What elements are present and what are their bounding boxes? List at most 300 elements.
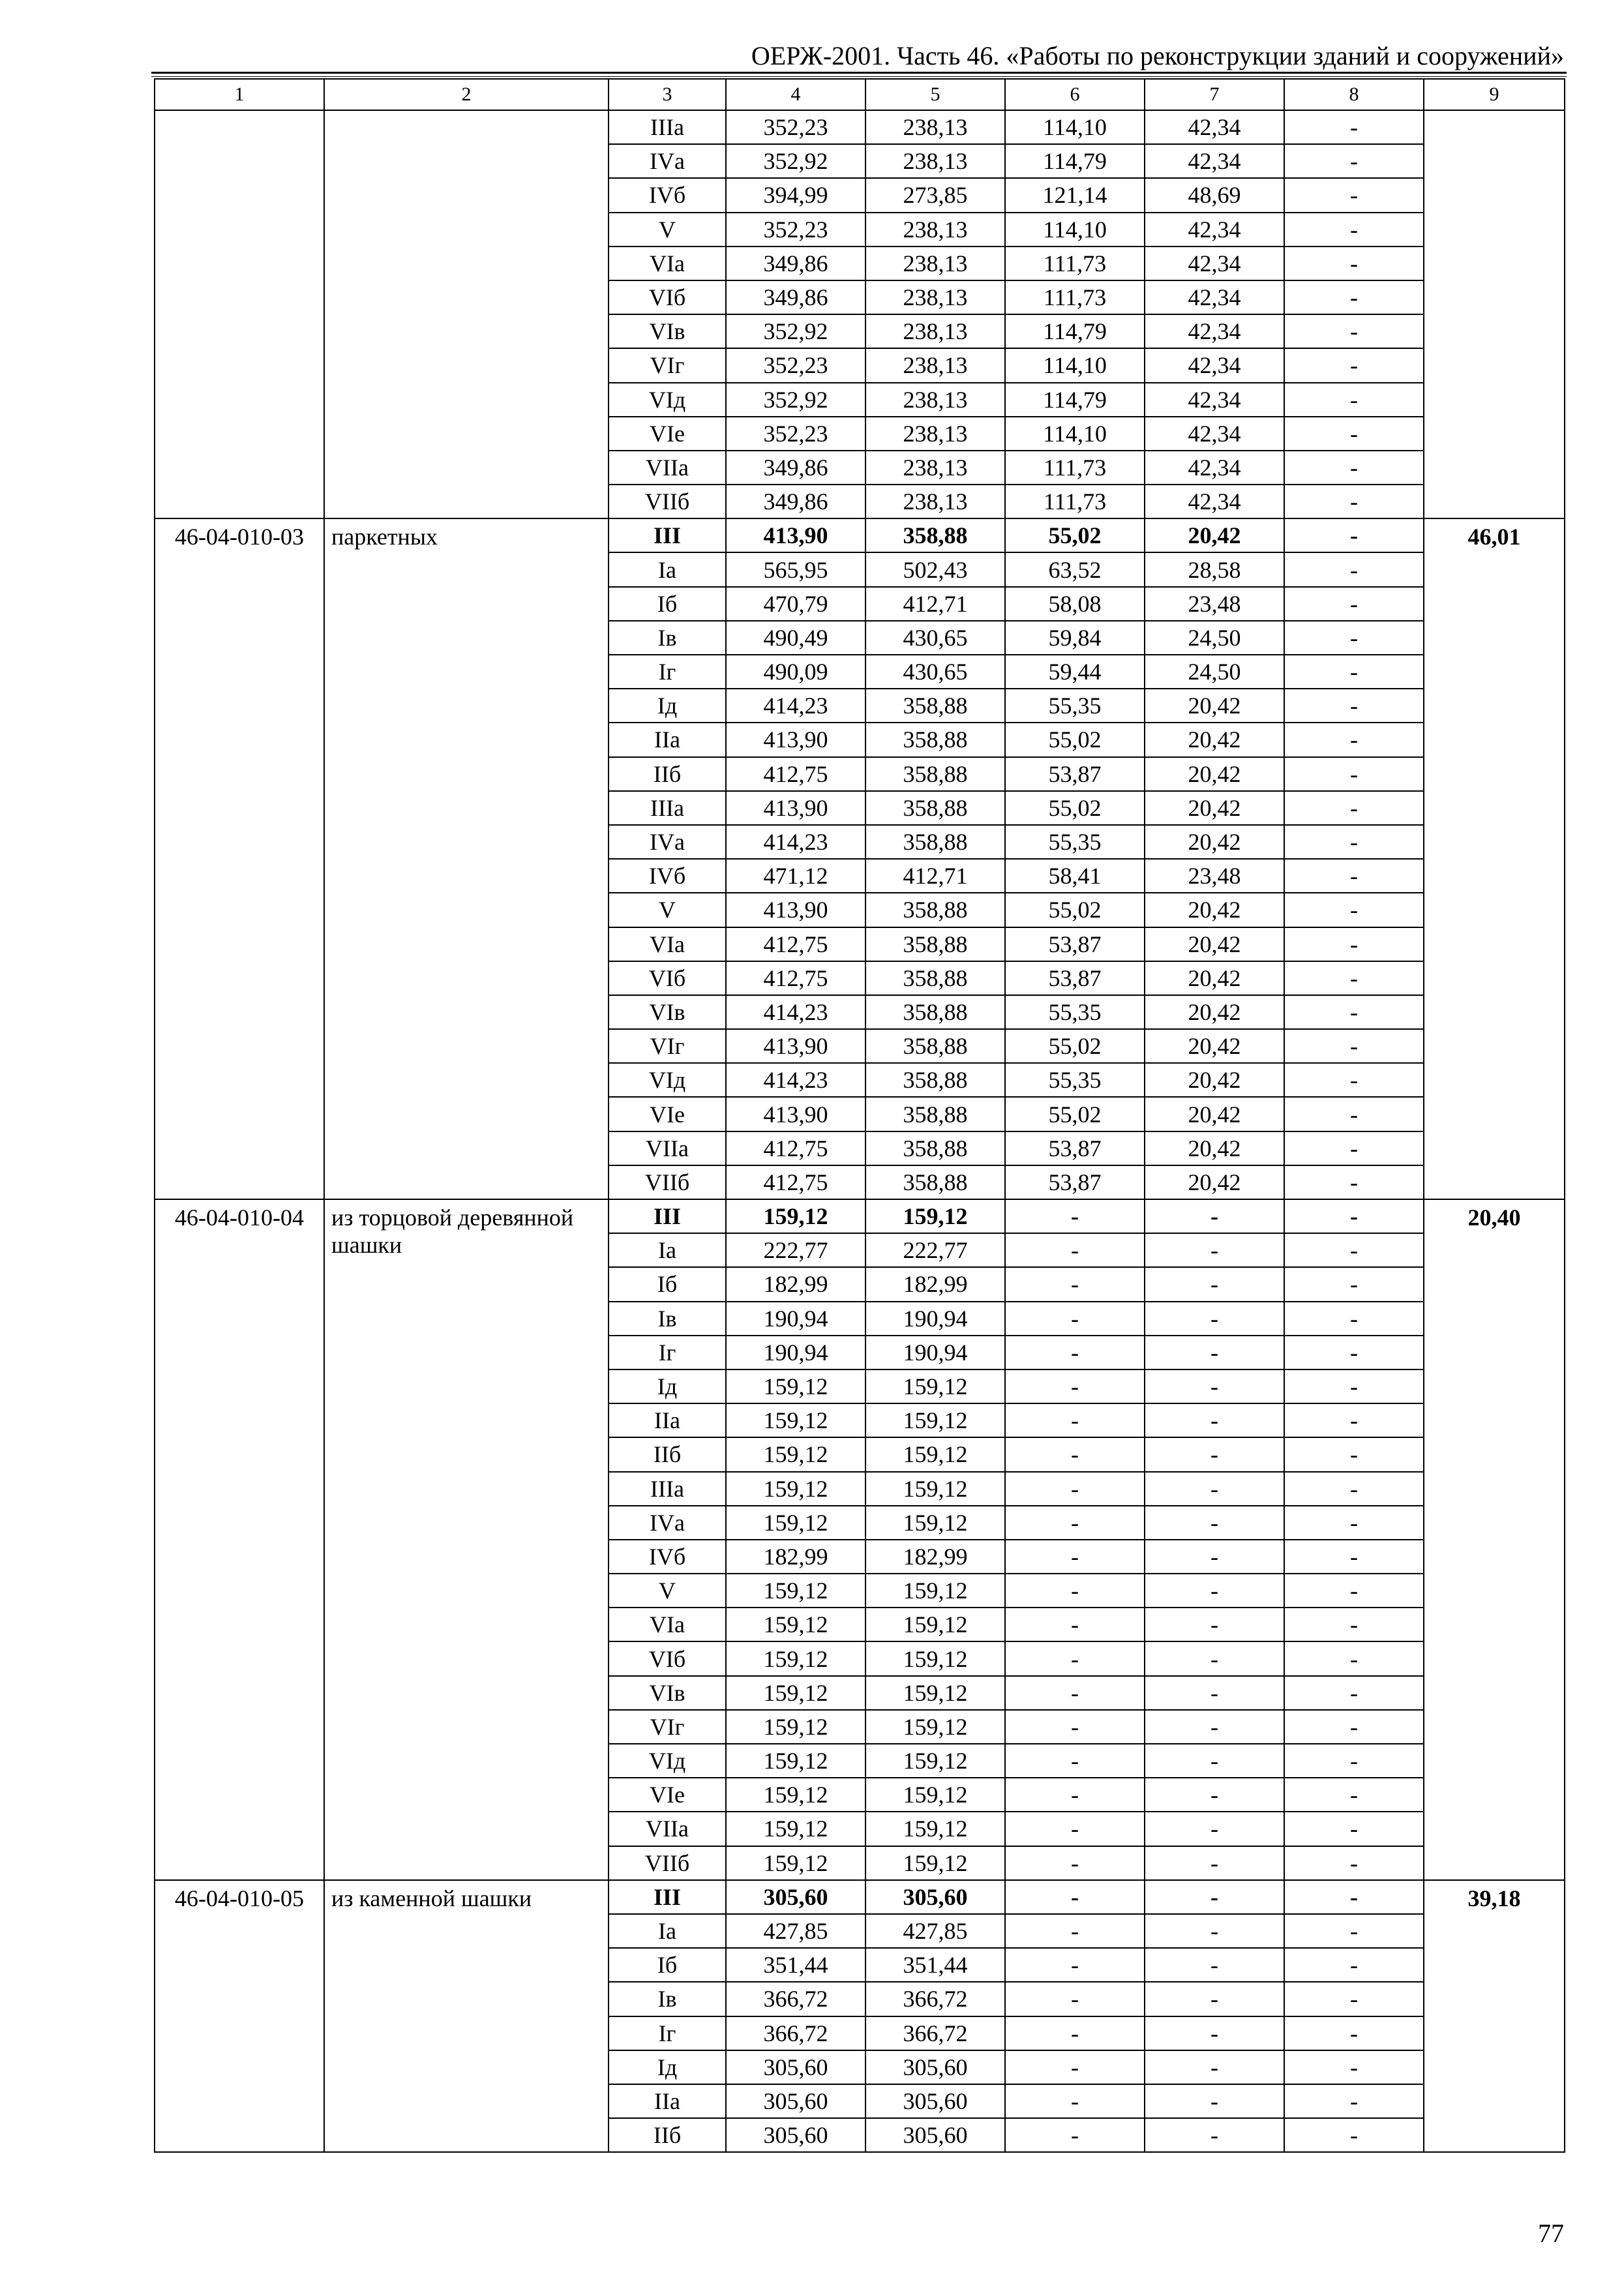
value-cell: 222,77 [865, 1233, 1005, 1267]
value-cell: 412,71 [865, 587, 1005, 621]
value-cell: 159,12 [865, 1437, 1005, 1471]
value-cell: 412,75 [726, 961, 865, 995]
zone-cell: Iб [609, 1267, 726, 1301]
value-cell: - [1145, 2118, 1284, 2152]
value-cell: 23,48 [1145, 587, 1284, 621]
value-cell: 414,23 [726, 1063, 865, 1097]
value-cell: - [1005, 1302, 1145, 1336]
value-cell: 412,71 [865, 859, 1005, 893]
value-cell: - [1284, 791, 1424, 825]
value-cell: 159,12 [865, 1506, 1005, 1540]
zone-cell: VIIб [609, 485, 726, 518]
value-cell: - [1005, 1608, 1145, 1641]
value-cell: - [1145, 1472, 1284, 1506]
value-cell: 159,12 [726, 1437, 865, 1471]
value-cell: 42,34 [1145, 110, 1284, 144]
value-cell: - [1284, 1267, 1424, 1301]
zone-cell: IVб [609, 859, 726, 893]
zone-cell: Iв [609, 1982, 726, 2016]
value-cell: - [1284, 723, 1424, 756]
value-cell: 20,42 [1145, 757, 1284, 791]
item-code-cell [155, 110, 324, 518]
value-cell: - [1284, 451, 1424, 485]
value-cell: 159,12 [726, 1744, 865, 1778]
value-cell: - [1005, 1267, 1145, 1301]
zone-cell: VIг [609, 1710, 726, 1744]
value-cell: 358,88 [865, 1029, 1005, 1063]
value-cell: - [1284, 213, 1424, 247]
value-cell: - [1145, 2050, 1284, 2084]
value-cell: 48,69 [1145, 178, 1284, 212]
value-cell: - [1005, 2050, 1145, 2084]
value-cell: 111,73 [1005, 451, 1145, 485]
value-cell: 159,12 [726, 1778, 865, 1812]
value-cell: 159,12 [865, 1710, 1005, 1744]
zone-cell: VIIа [609, 1812, 726, 1846]
value-cell: 42,34 [1145, 383, 1284, 417]
value-cell: - [1145, 1369, 1284, 1403]
value-cell: - [1284, 1574, 1424, 1608]
table-body [155, 79, 1565, 2152]
value-cell: 565,95 [726, 552, 865, 586]
value-cell: - [1284, 1778, 1424, 1812]
value-cell: - [1284, 383, 1424, 417]
value-cell: 111,73 [1005, 247, 1145, 280]
value-cell: 490,49 [726, 621, 865, 655]
value-cell: 490,09 [726, 655, 865, 689]
value-cell: - [1005, 1403, 1145, 1437]
value-cell: 238,13 [865, 383, 1005, 417]
value-cell: - [1284, 1641, 1424, 1675]
value-cell: 20,42 [1145, 825, 1284, 859]
value-cell: - [1005, 1199, 1145, 1233]
value-cell: 413,90 [726, 723, 865, 756]
value-cell: - [1284, 1403, 1424, 1437]
column-number-row [155, 79, 1565, 110]
value-cell: - [1145, 1880, 1284, 1914]
value-cell: - [1145, 1506, 1284, 1540]
value-cell: - [1005, 1914, 1145, 1948]
value-cell: - [1005, 1710, 1145, 1744]
table-row [155, 1880, 1565, 1914]
zone-cell: IIIа [609, 110, 726, 144]
value-cell: - [1284, 2084, 1424, 2118]
value-cell: 42,34 [1145, 144, 1284, 178]
value-cell: - [1005, 1437, 1145, 1471]
value-cell: 305,60 [865, 1880, 1005, 1914]
value-cell: - [1284, 280, 1424, 314]
zone-cell: IVа [609, 144, 726, 178]
value-cell: 349,86 [726, 247, 865, 280]
zone-cell: VIIб [609, 1165, 726, 1199]
value-cell: 20,42 [1145, 689, 1284, 723]
value-cell: 159,12 [726, 1472, 865, 1506]
value-cell: 238,13 [865, 451, 1005, 485]
value-cell: - [1284, 859, 1424, 893]
zone-cell: Iа [609, 1914, 726, 1948]
value-cell: 20,42 [1145, 1165, 1284, 1199]
value-cell: - [1145, 1199, 1284, 1233]
value-cell: 63,52 [1005, 552, 1145, 586]
value-cell: 352,23 [726, 110, 865, 144]
value-cell: - [1284, 927, 1424, 961]
value-cell: 358,88 [865, 1131, 1005, 1165]
zone-cell: V [609, 893, 726, 927]
value-cell: 58,08 [1005, 587, 1145, 621]
zone-cell: IIб [609, 757, 726, 791]
value-cell: 159,12 [865, 1608, 1005, 1641]
value-cell: - [1284, 1982, 1424, 2016]
zone-cell: V [609, 213, 726, 247]
value-cell: - [1005, 1641, 1145, 1675]
value-cell: 413,90 [726, 791, 865, 825]
value-cell: 55,02 [1005, 723, 1145, 756]
value-cell: - [1145, 1846, 1284, 1880]
zone-cell: VIIа [609, 451, 726, 485]
total-cell: 39,18 [1424, 1880, 1565, 2153]
value-cell: 111,73 [1005, 280, 1145, 314]
value-cell: 159,12 [865, 1812, 1005, 1846]
value-cell: 351,44 [726, 1948, 865, 1982]
value-cell: 238,13 [865, 485, 1005, 518]
value-cell: - [1145, 1982, 1284, 2016]
value-cell: - [1145, 1676, 1284, 1710]
column-number: 4 [726, 79, 865, 110]
value-cell: 222,77 [726, 1233, 865, 1267]
value-cell: 20,42 [1145, 1063, 1284, 1097]
value-cell: 358,88 [865, 723, 1005, 756]
value-cell: 58,41 [1005, 859, 1145, 893]
value-cell: 471,12 [726, 859, 865, 893]
value-cell: - [1005, 1369, 1145, 1403]
value-cell: - [1005, 2016, 1145, 2050]
zone-cell: VIIа [609, 1131, 726, 1165]
zone-cell: IIб [609, 2118, 726, 2152]
value-cell: 238,13 [865, 213, 1005, 247]
value-cell: - [1284, 1744, 1424, 1778]
value-cell: - [1284, 825, 1424, 859]
value-cell: 238,13 [865, 348, 1005, 382]
value-cell: 352,23 [726, 417, 865, 451]
value-cell: 20,42 [1145, 723, 1284, 756]
value-cell: - [1005, 1982, 1145, 2016]
zone-cell: VIб [609, 1641, 726, 1675]
value-cell: - [1284, 1437, 1424, 1471]
value-cell: 190,94 [726, 1302, 865, 1336]
value-cell: 159,12 [726, 1812, 865, 1846]
zone-cell: IVа [609, 1506, 726, 1540]
value-cell: - [1005, 1676, 1145, 1710]
value-cell: - [1145, 1437, 1284, 1471]
value-cell: 159,12 [865, 1778, 1005, 1812]
value-cell: 305,60 [865, 2118, 1005, 2152]
value-cell: 159,12 [865, 1676, 1005, 1710]
value-cell: - [1284, 178, 1424, 212]
value-cell: 358,88 [865, 689, 1005, 723]
value-cell: - [1145, 1540, 1284, 1574]
table-row [155, 1199, 1565, 1233]
value-cell: - [1284, 995, 1424, 1029]
value-cell: - [1284, 1131, 1424, 1165]
value-cell: 414,23 [726, 995, 865, 1029]
value-cell: 159,12 [726, 1608, 865, 1641]
value-cell: 305,60 [726, 1880, 865, 1914]
value-cell: 305,60 [865, 2050, 1005, 2084]
value-cell: 55,35 [1005, 995, 1145, 1029]
value-cell: - [1284, 1676, 1424, 1710]
value-cell: 238,13 [865, 417, 1005, 451]
value-cell: - [1005, 1336, 1145, 1369]
value-cell: - [1284, 1233, 1424, 1267]
value-cell: 238,13 [865, 280, 1005, 314]
zone-cell: Iд [609, 2050, 726, 2084]
value-cell: 273,85 [865, 178, 1005, 212]
value-cell: - [1284, 314, 1424, 348]
value-cell: - [1005, 1744, 1145, 1778]
value-cell: - [1284, 1472, 1424, 1506]
value-cell: - [1005, 1948, 1145, 1982]
zone-cell: IIб [609, 1437, 726, 1471]
value-cell: - [1284, 961, 1424, 995]
value-cell: - [1005, 2084, 1145, 2118]
value-cell: 182,99 [865, 1540, 1005, 1574]
value-cell: - [1005, 1472, 1145, 1506]
value-cell: - [1284, 1336, 1424, 1369]
value-cell: 24,50 [1145, 621, 1284, 655]
zone-cell: V [609, 1574, 726, 1608]
value-cell: 182,99 [726, 1540, 865, 1574]
value-cell: 502,43 [865, 552, 1005, 586]
value-cell: - [1284, 1846, 1424, 1880]
zone-cell: VIа [609, 927, 726, 961]
value-cell: 159,12 [865, 1641, 1005, 1675]
header-rule [151, 72, 1567, 77]
value-cell: 20,42 [1145, 1029, 1284, 1063]
value-cell: - [1284, 893, 1424, 927]
value-cell: 53,87 [1005, 757, 1145, 791]
table-row [155, 518, 1565, 552]
value-cell: 190,94 [726, 1336, 865, 1369]
value-cell: 352,92 [726, 314, 865, 348]
value-cell: 159,12 [865, 1574, 1005, 1608]
value-cell: 414,23 [726, 825, 865, 859]
value-cell: 42,34 [1145, 280, 1284, 314]
zone-cell: III [609, 1199, 726, 1233]
value-cell: 28,58 [1145, 552, 1284, 586]
table-row [155, 110, 1565, 144]
value-cell: 349,86 [726, 485, 865, 518]
value-cell: - [1284, 1880, 1424, 1914]
value-cell: 238,13 [865, 144, 1005, 178]
value-cell: 159,12 [865, 1369, 1005, 1403]
value-cell: - [1284, 1540, 1424, 1574]
value-cell: 159,12 [865, 1403, 1005, 1437]
zone-cell: Iг [609, 655, 726, 689]
value-cell: 20,42 [1145, 518, 1284, 552]
value-cell: - [1145, 1914, 1284, 1948]
value-cell: - [1284, 1948, 1424, 1982]
value-cell: 59,84 [1005, 621, 1145, 655]
value-cell: - [1284, 587, 1424, 621]
value-cell: - [1284, 1710, 1424, 1744]
zone-cell: VIд [609, 383, 726, 417]
value-cell: 412,75 [726, 1131, 865, 1165]
item-name-cell [324, 110, 609, 518]
zone-cell: VIа [609, 247, 726, 280]
zone-cell: Iг [609, 1336, 726, 1369]
total-cell [1424, 110, 1565, 518]
value-cell: 42,34 [1145, 247, 1284, 280]
value-cell: 352,23 [726, 213, 865, 247]
value-cell: 24,50 [1145, 655, 1284, 689]
value-cell: 159,12 [865, 1199, 1005, 1233]
value-cell: 358,88 [865, 518, 1005, 552]
value-cell: - [1284, 1029, 1424, 1063]
column-number: 9 [1424, 79, 1565, 110]
value-cell: - [1005, 1812, 1145, 1846]
value-cell: 427,85 [726, 1914, 865, 1948]
value-cell: 352,92 [726, 383, 865, 417]
value-cell: - [1145, 1608, 1284, 1641]
value-cell: - [1284, 144, 1424, 178]
value-cell: 53,87 [1005, 961, 1145, 995]
value-cell: 305,60 [726, 2084, 865, 2118]
value-cell: - [1284, 757, 1424, 791]
item-name-cell: паркетных [324, 518, 609, 1199]
value-cell: 349,86 [726, 280, 865, 314]
item-code-cell: 46-04-010-03 [155, 518, 324, 1199]
value-cell: - [1005, 1880, 1145, 1914]
value-cell: - [1284, 110, 1424, 144]
total-cell: 46,01 [1424, 518, 1565, 1199]
value-cell: 114,79 [1005, 144, 1145, 178]
zone-cell: VIв [609, 1676, 726, 1710]
value-cell: 159,12 [726, 1676, 865, 1710]
value-cell: 412,75 [726, 1165, 865, 1199]
value-cell: - [1284, 1608, 1424, 1641]
value-cell: 352,92 [726, 144, 865, 178]
value-cell: 159,12 [726, 1403, 865, 1437]
value-cell: 42,34 [1145, 485, 1284, 518]
zone-cell: Iд [609, 1369, 726, 1403]
value-cell: 114,10 [1005, 417, 1145, 451]
value-cell: 55,02 [1005, 1097, 1145, 1131]
value-cell: 20,42 [1145, 893, 1284, 927]
value-cell: - [1145, 1812, 1284, 1846]
value-cell: - [1284, 1812, 1424, 1846]
value-cell: 55,02 [1005, 518, 1145, 552]
value-cell: - [1145, 1744, 1284, 1778]
value-cell: 430,65 [865, 621, 1005, 655]
value-cell: 358,88 [865, 757, 1005, 791]
value-cell: - [1145, 1403, 1284, 1437]
value-cell: 470,79 [726, 587, 865, 621]
value-cell: - [1284, 1199, 1424, 1233]
value-cell: 413,90 [726, 893, 865, 927]
item-name-cell: из каменной шашки [324, 1880, 609, 2153]
value-cell: 358,88 [865, 825, 1005, 859]
zone-cell: VIб [609, 280, 726, 314]
value-cell: - [1005, 2118, 1145, 2152]
value-cell: 413,90 [726, 518, 865, 552]
column-number: 3 [609, 79, 726, 110]
value-cell: 114,79 [1005, 314, 1145, 348]
value-cell: - [1284, 689, 1424, 723]
value-cell: 412,75 [726, 757, 865, 791]
value-cell: 159,12 [726, 1574, 865, 1608]
value-cell: 351,44 [865, 1948, 1005, 1982]
value-cell: 366,72 [865, 2016, 1005, 2050]
total-cell: 20,40 [1424, 1199, 1565, 1880]
value-cell: - [1284, 348, 1424, 382]
value-cell: 159,12 [726, 1846, 865, 1880]
value-cell: 42,34 [1145, 417, 1284, 451]
value-cell: - [1145, 1574, 1284, 1608]
value-cell: - [1145, 2084, 1284, 2118]
value-cell: - [1005, 1846, 1145, 1880]
zone-cell: III [609, 1880, 726, 1914]
zone-cell: IIа [609, 723, 726, 756]
page-header: ОЕРЖ-2001. Часть 46. «Работы по реконструкции зданий и сооружений» [751, 41, 1564, 70]
value-cell: 352,23 [726, 348, 865, 382]
value-cell: - [1284, 485, 1424, 518]
value-cell: - [1284, 1165, 1424, 1199]
price-table [154, 78, 1565, 2153]
value-cell: 414,23 [726, 689, 865, 723]
value-cell: - [1005, 1233, 1145, 1267]
value-cell: 59,44 [1005, 655, 1145, 689]
zone-cell: IVб [609, 178, 726, 212]
value-cell: - [1145, 1302, 1284, 1336]
value-cell: - [1284, 621, 1424, 655]
value-cell: - [1284, 1097, 1424, 1131]
column-number: 5 [865, 79, 1005, 110]
value-cell: 20,42 [1145, 995, 1284, 1029]
value-cell: 366,72 [726, 1982, 865, 2016]
item-code-cell: 46-04-010-05 [155, 1880, 324, 2153]
value-cell: 55,35 [1005, 689, 1145, 723]
value-cell: 238,13 [865, 314, 1005, 348]
value-cell: 190,94 [865, 1336, 1005, 1369]
zone-cell: VIе [609, 1778, 726, 1812]
value-cell: - [1005, 1540, 1145, 1574]
value-cell: 159,12 [726, 1199, 865, 1233]
page-number: 77 [1538, 2219, 1564, 2248]
zone-cell: VIе [609, 1097, 726, 1131]
value-cell: 111,73 [1005, 485, 1145, 518]
value-cell: - [1005, 1778, 1145, 1812]
zone-cell: Iб [609, 1948, 726, 1982]
value-cell: - [1284, 1914, 1424, 1948]
zone-cell: VIв [609, 995, 726, 1029]
value-cell: 412,75 [726, 927, 865, 961]
zone-cell: IIа [609, 2084, 726, 2118]
value-cell: 159,12 [865, 1744, 1005, 1778]
value-cell: 20,42 [1145, 927, 1284, 961]
value-cell: 55,35 [1005, 1063, 1145, 1097]
zone-cell: III [609, 518, 726, 552]
value-cell: 159,12 [726, 1641, 865, 1675]
value-cell: 114,10 [1005, 110, 1145, 144]
value-cell: 42,34 [1145, 314, 1284, 348]
value-cell: 358,88 [865, 1165, 1005, 1199]
value-cell: - [1284, 1506, 1424, 1540]
zone-cell: Iб [609, 587, 726, 621]
zone-cell: IIIа [609, 1472, 726, 1506]
value-cell: 349,86 [726, 451, 865, 485]
value-cell: 358,88 [865, 1097, 1005, 1131]
value-cell: 182,99 [865, 1267, 1005, 1301]
